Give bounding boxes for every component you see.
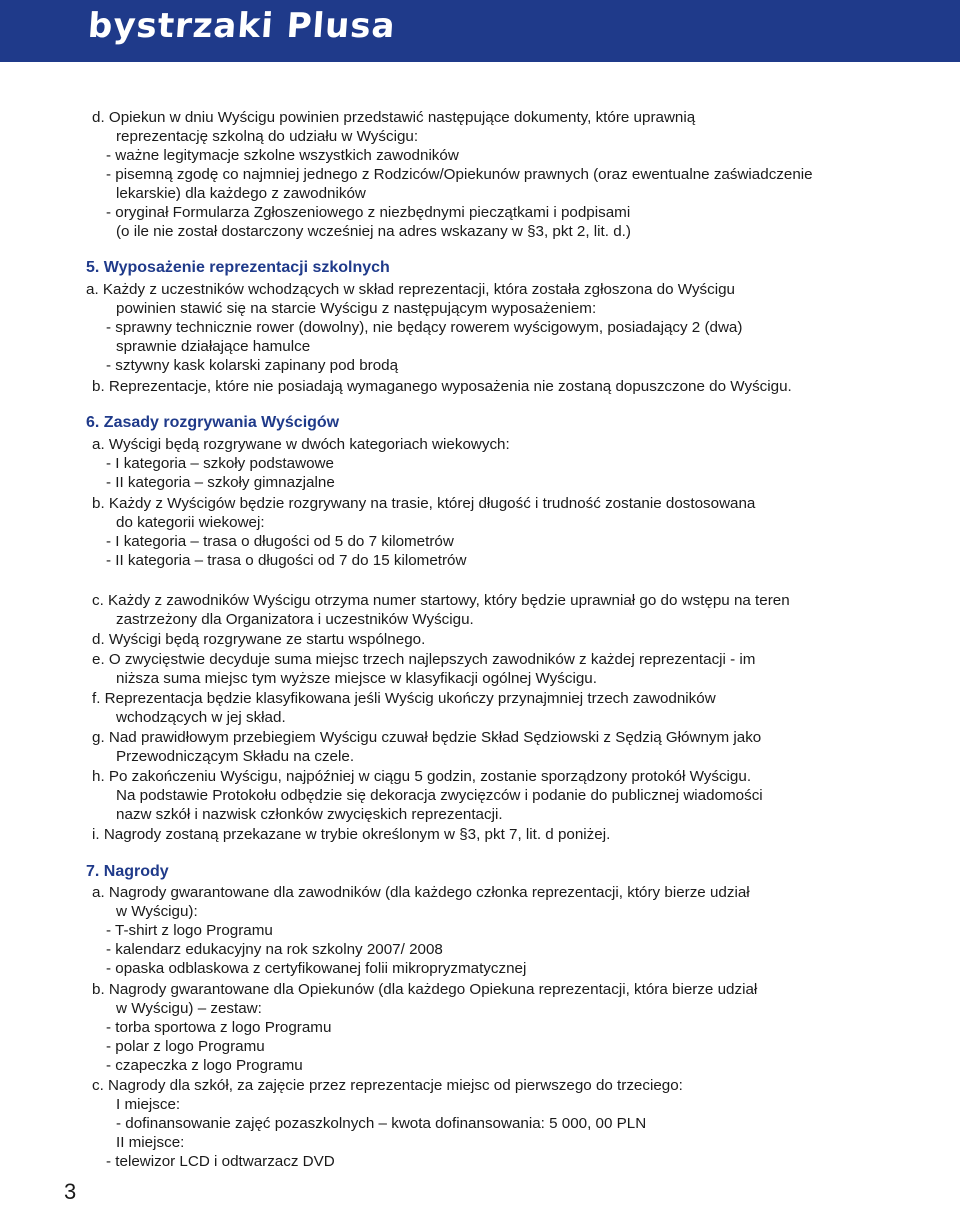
text-line: a. Nagrody gwarantowane dla zawodników (dla każdego członka reprezentacji, który bierze udział: [92, 884, 750, 901]
section-heading: 6. Zasady rozgrywania Wyścigów: [86, 414, 340, 431]
text-line: w Wyścigu) – zestaw:: [116, 1000, 262, 1017]
section-heading: 7. Nagrody: [86, 863, 169, 880]
text-line: i. Nagrody zostaną przekazane w trybie określonym w §3, pkt 7, lit. d poniżej.: [92, 826, 611, 843]
text-line: - I kategoria – trasa o długości od 5 do 7 kilometrów: [106, 533, 454, 550]
text-line: f. Reprezentacja będzie klasyfikowana jeśli Wyścig ukończy przynajmniej trzech zawodników: [92, 690, 716, 707]
text-line: do kategorii wiekowej:: [116, 514, 265, 531]
text-line: - I kategoria – szkoły podstawowe: [106, 455, 334, 472]
text-line: - sprawny technicznie rower (dowolny), nie będący rowerem wyścigowym, posiadający 2 (dwa): [106, 319, 743, 336]
text-line: - opaska odblaskowa z certyfikowanej folii mikropryzmatycznej: [106, 960, 527, 977]
text-line: - kalendarz edukacyjny na rok szkolny 2007/ 2008: [106, 941, 443, 958]
header-banner: [0, 0, 960, 62]
text-line: d. Wyścigi będą rozgrywane ze startu wspólnego.: [92, 631, 426, 648]
text-line: - oryginał Formularza Zgłoszeniowego z niezbędnymi pieczątkami i podpisami: [106, 204, 631, 221]
text-line: - T-shirt z logo Programu: [106, 922, 273, 939]
text-line: zastrzeżony dla Organizatora i uczestników Wyścigu.: [116, 611, 474, 628]
text-line: Przewodniczącym Składu na czele.: [116, 748, 355, 765]
text-line: (o ile nie został dostarczony wcześniej na adres wskazany w §3, pkt 2, lit. d.): [116, 223, 631, 240]
text-line: b. Reprezentacje, które nie posiadają wymaganego wyposażenia nie zostaną dopuszczone do Wyścigu.: [92, 378, 792, 395]
text-line: sprawnie działające hamulce: [116, 338, 311, 355]
program-logo: bystrzaki Plusa: [86, 6, 397, 46]
text-line: c. Nagrody dla szkół, za zajęcie przez reprezentacje miejsc od pierwszego do trzeciego:: [92, 1077, 683, 1094]
text-line: wchodzących w jej skład.: [116, 709, 286, 726]
page-number: 3: [64, 1179, 77, 1204]
text-line: - sztywny kask kolarski zapinany pod brodą: [106, 357, 399, 374]
text-line: w Wyścigu):: [116, 903, 198, 920]
text-line: niższa suma miejsc tym wyższe miejsce w klasyfikacji ogólnej Wyścigu.: [116, 670, 597, 687]
text-line: a. Wyścigi będą rozgrywane w dwóch kategoriach wiekowych:: [92, 436, 510, 453]
text-line: I miejsce:: [116, 1096, 181, 1113]
text-line: - II kategoria – szkoły gimnazjalne: [106, 474, 335, 491]
text-line: powinien stawić się na starcie Wyścigu z następującym wyposażeniem:: [116, 300, 597, 317]
text-line: lekarskie) dla każdego z zawodników: [116, 185, 366, 202]
text-line: - II kategoria – trasa o długości od 7 do 15 kilometrów: [106, 552, 467, 569]
text-line: h. Po zakończeniu Wyścigu, najpóźniej w ciągu 5 godzin, zostanie sporządzony protokół Wyścigu.: [92, 768, 752, 785]
text-line: - ważne legitymacje szkolne wszystkich zawodników: [106, 147, 459, 164]
text-line: c. Każdy z zawodników Wyścigu otrzyma numer startowy, który będzie uprawniał go do wstępu na teren: [92, 592, 790, 609]
text-line: - pisemną zgodę co najmniej jednego z Rodziców/Opiekunów prawnych (oraz ewentualne zaświadczenie: [106, 166, 813, 183]
text-line: e. O zwycięstwie decyduje suma miejsc trzech najlepszych zawodników z każdej reprezentacji - im: [92, 651, 756, 668]
text-line: - telewizor LCD i odtwarzacz DVD: [106, 1153, 335, 1170]
text-line: - torba sportowa z logo Programu: [106, 1019, 332, 1036]
text-line: Na podstawie Protokołu odbędzie się dekoracja zwycięzców i podanie do publicznej wiadomości: [116, 787, 763, 804]
text-line: - dofinansowanie zajęć pozaszkolnych – kwota dofinansowania: 5 000, 00 PLN: [116, 1115, 647, 1132]
text-line: b. Nagrody gwarantowane dla Opiekunów (dla każdego Opiekuna reprezentacji, która bierze udział: [92, 981, 758, 998]
section-heading: 5. Wyposażenie reprezentacji szkolnych: [86, 259, 390, 276]
text-line: b. Każdy z Wyścigów będzie rozgrywany na trasie, której długość i trudność zostanie dostosowana: [92, 495, 756, 512]
text-line: g. Nad prawidłowym przebiegiem Wyścigu czuwał będzie Skład Sędziowski z Sędzią Głównym jako: [92, 729, 762, 746]
text-line: a. Każdy z uczestników wchodzących w skład reprezentacji, która została zgłoszona do Wyścigu: [86, 281, 736, 298]
text-line: reprezentację szkolną do udziału w Wyścigu:: [116, 128, 419, 145]
text-line: II miejsce:: [116, 1134, 185, 1151]
text-line: - czapeczka z logo Programu: [106, 1057, 303, 1074]
text-line: d. Opiekun w dniu Wyścigu powinien przedstawić następujące dokumenty, które uprawnią: [92, 109, 696, 126]
text-line: - polar z logo Programu: [106, 1038, 265, 1055]
text-line: nazw szkół i nazwisk członków zwycięskich reprezentacji.: [116, 806, 503, 823]
